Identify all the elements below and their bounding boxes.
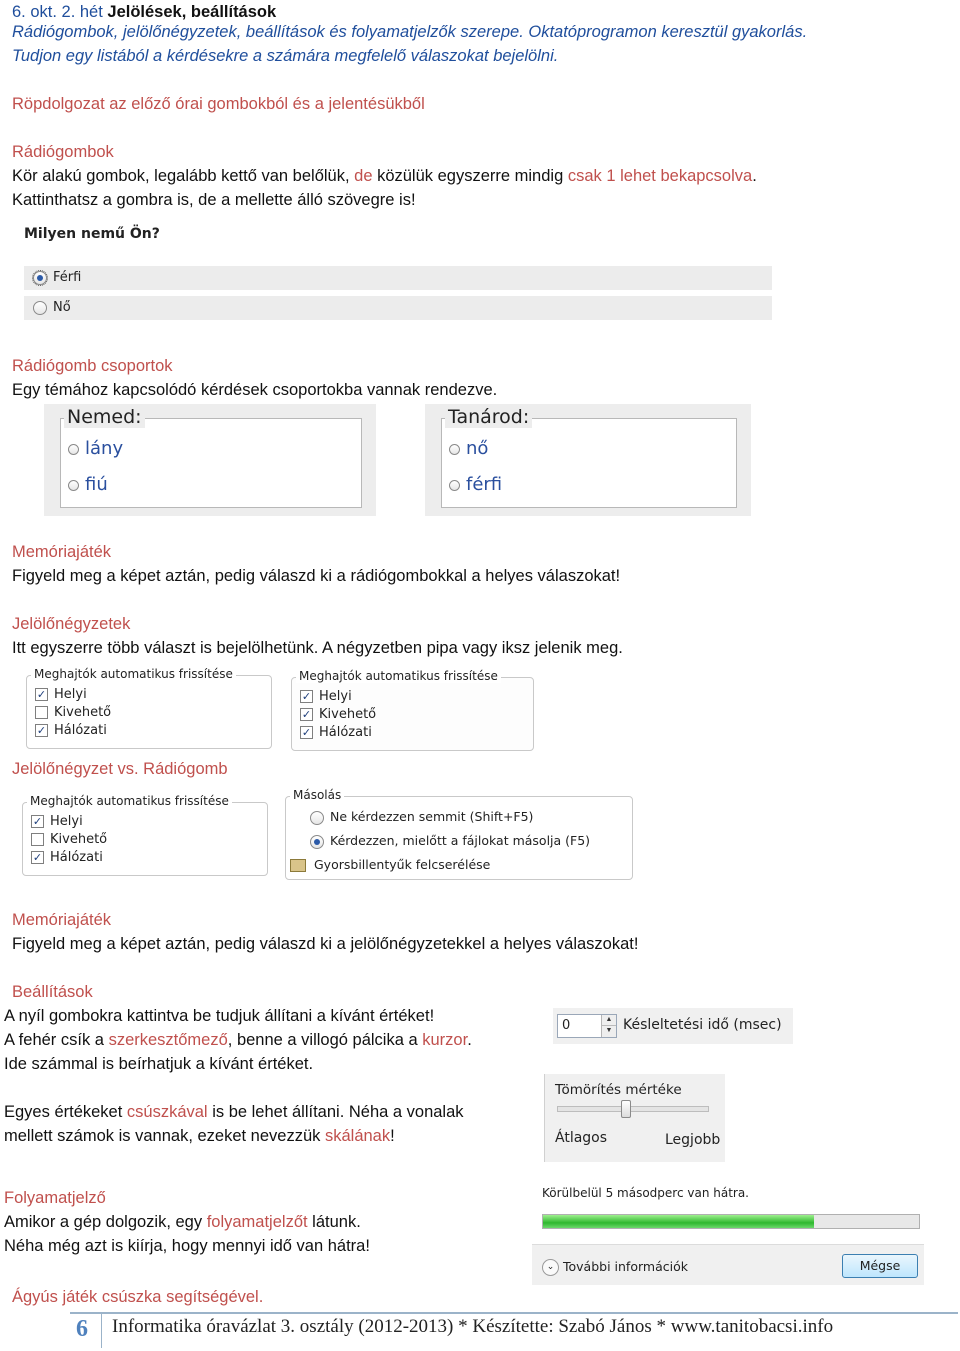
spinner-input[interactable] xyxy=(557,1014,617,1038)
ropdolgozat: Röpdolgozat az előző órai gombokból és a jelentésükből xyxy=(12,95,425,113)
chevron-down-icon[interactable]: ⌄ xyxy=(542,1259,559,1276)
progress-heading: Folyamatjelző xyxy=(4,1189,106,1207)
gender-question: Milyen nemű Ön? xyxy=(24,226,160,242)
subtitle-1: Rádiógombok, jelölőnégyzetek, beállítások és folyamatjelzők szerepe. Oktatóprogramon keresztül gyakorlás. xyxy=(12,23,808,41)
cb2-kiveheto-label: Kivehető xyxy=(319,707,377,722)
checkbox-text: Itt egyszerre több választ is bejelölhetünk. A négyzetben pipa vagy iksz jelenik meg. xyxy=(12,639,623,657)
slider-title: Tömörítés mértéke xyxy=(555,1082,682,1098)
settings-line-3: Ide számmal is beírhatjuk a kívánt értéket. xyxy=(4,1055,314,1073)
cb2-helyi-label: Helyi xyxy=(319,689,352,704)
slider-min-label: Átlagos xyxy=(555,1130,608,1146)
progress-line-2: Néha még azt is kiírja, hogy mennyi idő van hátra! xyxy=(4,1237,370,1255)
slider-thumb[interactable] xyxy=(621,1100,631,1118)
progress-line-1c: látunk. xyxy=(307,1213,361,1231)
more-info-label: További információk xyxy=(563,1259,688,1274)
checkmark-icon[interactable]: ✓ xyxy=(301,690,312,703)
copy-opt2-label: Kérdezzen, mielőtt a fájlokat másolja (F5) xyxy=(330,833,591,848)
checkbox-empty[interactable] xyxy=(31,833,44,846)
slider-line-2b: skálának xyxy=(324,1127,391,1145)
vs-cb-halozati[interactable] xyxy=(31,850,103,865)
cancel-button[interactable]: Mégse xyxy=(842,1254,918,1278)
group-tanarod-opt2-label: férfi xyxy=(466,474,503,495)
footer-divider xyxy=(101,1314,102,1348)
checkbox-heading: Jelölőnégyzetek xyxy=(12,615,131,633)
group-nemed-opt1[interactable] xyxy=(68,438,123,459)
settings-line-1: A nyíl gombokra kattintva be tudjuk állítani a kívánt értéket! xyxy=(4,1007,435,1025)
group-tanarod-opt1-label: nő xyxy=(466,438,489,459)
checkmark-icon[interactable]: ✓ xyxy=(32,851,43,864)
vs-checkbox-panel-title: Meghajtók automatikus frissítése xyxy=(27,794,232,808)
checkmark-icon[interactable]: ✓ xyxy=(301,708,312,721)
settings-line-2e: . xyxy=(467,1031,472,1049)
group-nemed-opt2[interactable] xyxy=(68,474,108,495)
radio-copy-2[interactable] xyxy=(310,835,324,849)
memory1-text: Figyeld meg a képet aztán, pedig válaszd ki a rádiógombokkal a helyes válaszokat! xyxy=(12,567,621,585)
gender-row-male[interactable] xyxy=(24,266,772,290)
memory2-heading: Memóriajáték xyxy=(12,911,112,929)
vs-cb-helyi[interactable] xyxy=(31,814,83,829)
radio-female[interactable] xyxy=(33,301,47,315)
cb2-halozati-label: Hálózati xyxy=(319,725,372,740)
spinner-value: 0 xyxy=(562,1018,571,1033)
radio-fiu[interactable] xyxy=(68,480,79,491)
group-nemed-title: Nemed: xyxy=(64,406,145,428)
slider-line-2c: ! xyxy=(390,1127,395,1145)
vs-checkbox-panel xyxy=(22,794,268,876)
checkmark-icon[interactable]: ✓ xyxy=(36,724,47,737)
radio-line-1c: közülük egyszerre mindig xyxy=(372,167,568,185)
progress-fill xyxy=(543,1215,814,1228)
copy-panel xyxy=(285,788,633,880)
radio-heading: Rádiógombok xyxy=(12,143,114,161)
settings-line-2b: szerkesztőmező xyxy=(108,1031,228,1049)
group-tanarod-opt2[interactable] xyxy=(449,474,502,495)
radio-no[interactable] xyxy=(449,444,460,455)
radio-line-2: Kattinthatsz a gombra is, de a mellette álló szövegre is! xyxy=(12,191,416,209)
radio-lany[interactable] xyxy=(68,444,79,455)
spinner-label: Késleltetési idő (msec) xyxy=(623,1017,782,1033)
settings-line-2d: kurzor xyxy=(422,1031,468,1049)
spinner-arrows[interactable] xyxy=(601,1015,616,1037)
radio-line-1e: . xyxy=(752,167,757,185)
header-title: Jelölések, beállítások xyxy=(107,3,277,21)
vs-cb-helyi-label: Helyi xyxy=(50,814,83,829)
memory1-heading: Memóriajáték xyxy=(12,543,112,561)
progress-line-1a: Amikor a gép dolgozik, egy xyxy=(4,1213,207,1231)
copy-panel-title: Másolás xyxy=(290,788,344,802)
group-tanarod-opt1[interactable] xyxy=(449,438,488,459)
copy-opt1[interactable] xyxy=(310,809,533,825)
checkmark-icon[interactable]: ✓ xyxy=(36,688,47,701)
radio-line-1b: de xyxy=(354,167,373,185)
radio-ferfi[interactable] xyxy=(449,480,460,491)
subtitle-2: Tudjon egy listából a kérdésekre a számára megfelelő válaszokat bejelölni. xyxy=(12,47,559,65)
progress-line-1b: folyamatjelzőt xyxy=(206,1213,308,1231)
footer-text: Informatika óravázlat 3. osztály (2012-2013) * Készítette: Szabó János * www.tanitobacsi.info xyxy=(112,1316,834,1337)
vs-cb-kiveheto[interactable] xyxy=(31,832,107,847)
group-nemed-opt1-label: lány xyxy=(85,438,124,459)
cb1-helyi[interactable] xyxy=(35,687,87,702)
checkbox-panel-2-title: Meghajtók automatikus frissítése xyxy=(296,669,501,683)
memory2-text: Figyeld meg a képet aztán, pedig válaszd ki a jelölőnégyzetekkel a helyes válaszokat! xyxy=(12,935,639,953)
vs-cb-halozati-label: Hálózati xyxy=(50,850,103,865)
settings-line-2c: , benne a villogó pálcika a xyxy=(227,1031,423,1049)
settings-line-2a: A fehér csík a xyxy=(4,1031,109,1049)
slider-line-1c: is be lehet állítani. Néha a vonalak xyxy=(207,1103,464,1121)
cb2-halozati[interactable] xyxy=(300,725,372,740)
slider-line-1a: Egyes értékeket xyxy=(4,1103,127,1121)
header-date: 6. okt. 2. hét xyxy=(12,3,103,21)
gender-female-label: Nő xyxy=(53,300,71,315)
arrow-up-icon[interactable]: ▲ xyxy=(602,1015,616,1026)
group-nemed-opt2-label: fiú xyxy=(85,474,108,495)
cb1-kiveheto[interactable] xyxy=(35,705,111,720)
checkmark-icon[interactable]: ✓ xyxy=(301,726,312,739)
settings-line-2 xyxy=(4,1028,472,1052)
gender-female-option[interactable] xyxy=(33,300,71,315)
footer-page-number: 6 xyxy=(76,1316,88,1342)
cb2-helyi[interactable] xyxy=(300,689,352,704)
copy-opt3[interactable] xyxy=(290,857,490,872)
gender-male-label: Férfi xyxy=(53,270,82,285)
checkbox-panel-1 xyxy=(26,667,272,749)
cannon-game: Ágyús játék csúszka segítségével. xyxy=(12,1288,264,1306)
gender-male-option[interactable] xyxy=(33,270,81,285)
copy-opt3-label: Gyorsbillentyűk felcserélése xyxy=(314,857,491,872)
cb1-halozati[interactable] xyxy=(35,723,107,738)
progress-footer xyxy=(532,1244,924,1285)
slider-max-label: Legjobb xyxy=(665,1132,721,1148)
cb1-helyi-label: Helyi xyxy=(54,687,87,702)
group-tanarod xyxy=(425,404,751,516)
radio-groups-text: Egy témához kapcsolódó kérdések csoportokba vannak rendezve. xyxy=(12,381,498,399)
radio-line-1d: csak 1 lehet bekapcsolva xyxy=(567,167,753,185)
group-tanarod-title: Tanárod: xyxy=(445,406,532,428)
gender-row-female[interactable] xyxy=(24,296,772,320)
copy-opt1-label: Ne kérdezzen semmit (Shift+F5) xyxy=(330,809,534,824)
vs-heading: Jelölőnégyzet vs. Rádiógomb xyxy=(12,760,228,778)
progress-bar xyxy=(542,1214,920,1229)
radio-copy-1[interactable] xyxy=(310,811,324,825)
radio-line-1a: Kör alakú gombok, legalább kettő van belőlük, xyxy=(12,167,355,185)
slider-line-2 xyxy=(4,1124,395,1148)
copy-opt2[interactable] xyxy=(310,833,590,849)
cb1-halozati-label: Hálózati xyxy=(54,723,107,738)
progress-line-1 xyxy=(4,1210,361,1234)
cb1-kiveheto-label: Kivehető xyxy=(54,705,112,720)
settings-heading: Beállítások xyxy=(12,983,93,1001)
checkbox-panel-2 xyxy=(291,669,534,751)
footer-rule xyxy=(70,1312,958,1314)
progress-dialog xyxy=(532,1180,924,1284)
slider-line-1 xyxy=(4,1100,464,1124)
slider-line-1b: csúszkával xyxy=(126,1103,208,1121)
vs-cb-kiveheto-label: Kivehető xyxy=(50,832,108,847)
radio-male[interactable] xyxy=(33,271,47,285)
keyboard-icon xyxy=(290,859,306,872)
group-nemed xyxy=(44,404,376,516)
cb2-kiveheto[interactable] xyxy=(300,707,376,722)
more-info-toggle[interactable] xyxy=(542,1259,688,1276)
radio-line-1 xyxy=(12,164,757,188)
spinner-shot xyxy=(553,1008,793,1044)
radio-groups-heading: Rádiógomb csoportok xyxy=(12,357,173,375)
checkbox-empty[interactable] xyxy=(35,706,48,719)
slider-track[interactable] xyxy=(557,1106,709,1112)
progress-status: Körülbelül 5 másodperc van hátra. xyxy=(542,1186,749,1200)
checkbox-panel-1-title: Meghajtók automatikus frissítése xyxy=(31,667,236,681)
arrow-down-icon[interactable]: ▼ xyxy=(605,1027,613,1034)
slider-shot xyxy=(544,1074,725,1162)
slider-line-2a: mellett számok is vannak, ezeket nevezzük xyxy=(4,1127,325,1145)
checkmark-icon[interactable]: ✓ xyxy=(32,815,43,828)
